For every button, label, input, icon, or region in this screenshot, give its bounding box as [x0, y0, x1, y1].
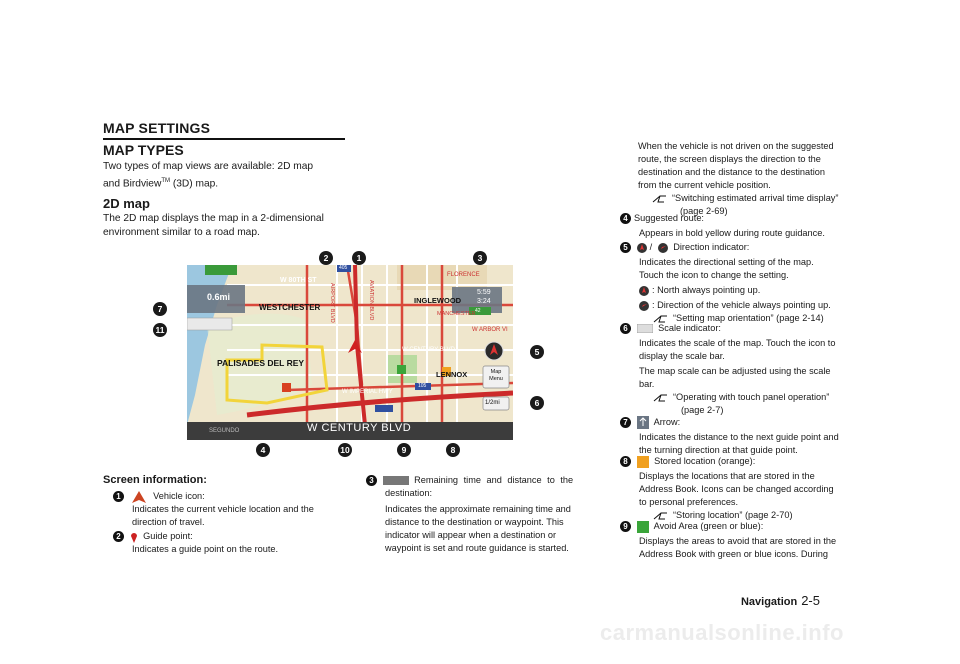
reference-icon [652, 194, 668, 204]
item-number: 7 [620, 417, 631, 428]
callout-11: 11 [153, 323, 167, 337]
screen-info-item-2: 2 Guide point: Indicates a guide point on the route. [113, 530, 353, 556]
map-street-label: AVIATION BLVD [368, 280, 374, 321]
right-item-7: 7 Arrow: Indicates the distance to the next guide point and the turning direction at that guide point. [620, 416, 860, 457]
map-street-label: W IMPERIAL HWY [342, 389, 393, 395]
scale-button[interactable]: 1/2mi [485, 400, 500, 406]
map-street-label: W ARBOR VI [472, 327, 508, 333]
callout-9: 9 [397, 443, 411, 457]
route-badge: 105 [418, 383, 427, 389]
distance-readout: 0.6mi [207, 292, 231, 302]
callout-1: 1 [352, 251, 366, 265]
north-up-icon [637, 243, 647, 253]
callout-5: 5 [530, 345, 544, 359]
callout-8: 8 [446, 443, 460, 457]
page-footer: Navigation 2-5 [740, 593, 820, 608]
reference-icon [653, 393, 669, 403]
map-street-label: LENNOX [436, 370, 468, 379]
item-number: 1 [113, 491, 124, 502]
item-number: 4 [620, 213, 631, 224]
item-number: 8 [620, 456, 631, 467]
item-number: 3 [366, 475, 377, 486]
subheading: MAP TYPES [103, 142, 184, 158]
route-badge: 405 [339, 265, 348, 271]
map-street-label: PALISADES DEL REY [217, 358, 305, 368]
map-street-label: AIRPORT BLVD [329, 283, 335, 323]
right-column-intro: When the vehicle is not driven on the suggested route, the screen displays the direction to the destination and the distance to the destination from the current vehicle position. “Switching estimated arrival time display” (page 2-69) [638, 141, 839, 216]
callout-6: 6 [530, 396, 544, 410]
callout-10: 10 [338, 443, 352, 457]
watermark: carmanualsonline.info [600, 620, 844, 645]
remaining-time: 5:59 [477, 289, 491, 296]
scale-icon [637, 324, 653, 333]
remaining-distance: 3:24 [477, 298, 491, 305]
guide-point-icon [130, 531, 138, 543]
right-item-8: 8 Stored location (orange): Displays the locations that are stored in the Address Book. Icons can be changed according to personal preferences. “Storing location” (page 2-70) [620, 455, 860, 522]
item-number: 9 [620, 521, 631, 532]
north-up-icon [639, 286, 649, 296]
right-item-9: 9 Avoid Area (green or blue): Displays the areas to avoid that are stored in the Address Book with green or blue icons. During [620, 520, 860, 561]
2d-map-paragraph: The 2D map displays the map in a 2-dimensional environment similar to a road map. [103, 213, 324, 238]
item-number: 2 [113, 531, 124, 542]
map-street-label: FLORENCE [447, 272, 480, 278]
map-street-label: WESTCHESTER [259, 303, 321, 312]
map-street-label: SEGUNDO [209, 428, 240, 434]
section-heading: MAP SETTINGS [103, 120, 345, 140]
screen-info-title: Screen information: [103, 474, 207, 486]
right-item-6: 6 Scale indicator: Indicates the scale of the map. Touch the icon to display the scale bar. The map scale can be adjusted using the scale bar. “Operating with touch panel operation” (page 2-7) [620, 322, 860, 417]
right-item-5: 5 / Direction indicator: Indicates the directional setting of the map. Touch the icon to change the setting. : North always pointing up. : Direction of the vehicle always pointing up. “Setting map orientation” (page 2-14) [620, 241, 860, 325]
right-item-4: 4 Suggested route: Appears in bold yellow during route guidance. [620, 212, 860, 240]
highway-badge: 42 [475, 308, 481, 314]
map-street-label: W 80TH ST [280, 277, 317, 284]
callout-7: 7 [153, 302, 167, 316]
callout-4: 4 [256, 443, 270, 457]
intro-paragraph: Two types of map views are available: 2D map and Birdview™ (3D) map. [103, 161, 314, 190]
callout-2: 2 [319, 251, 333, 265]
item-number: 5 [620, 242, 631, 253]
avoid-area-icon [637, 521, 649, 533]
callout-3: 3 [473, 251, 487, 265]
map-screenshot [187, 265, 513, 440]
arrow-icon [637, 416, 649, 429]
map-street-label: MANCHESTER [437, 311, 476, 317]
map-menu-button[interactable]: Map Menu [489, 369, 503, 382]
map-street-label: INGLEWOOD [414, 296, 462, 305]
map-street-label: W CENTURY BLVD [402, 347, 456, 353]
screen-info-item-3: 3 Remaining time and distance to the destination: Indicates the approximate remaining time and distance to the destination or waypoint. This indicator will appear when a destination or waypoint is set and route guidance is started. [366, 474, 606, 555]
item-number: 6 [620, 323, 631, 334]
2d-map-heading: 2D map [103, 196, 150, 211]
heading-up-icon [639, 301, 649, 311]
vehicle-icon [130, 491, 148, 503]
map-bottom-street: W CENTURY BLVD [307, 422, 412, 434]
stored-location-icon [637, 456, 649, 468]
screen-info-item-1: 1 Vehicle icon: Indicates the current vehicle location and the direction of travel. [113, 490, 353, 529]
heading-up-icon [658, 243, 668, 253]
remaining-time-icon [383, 476, 409, 485]
